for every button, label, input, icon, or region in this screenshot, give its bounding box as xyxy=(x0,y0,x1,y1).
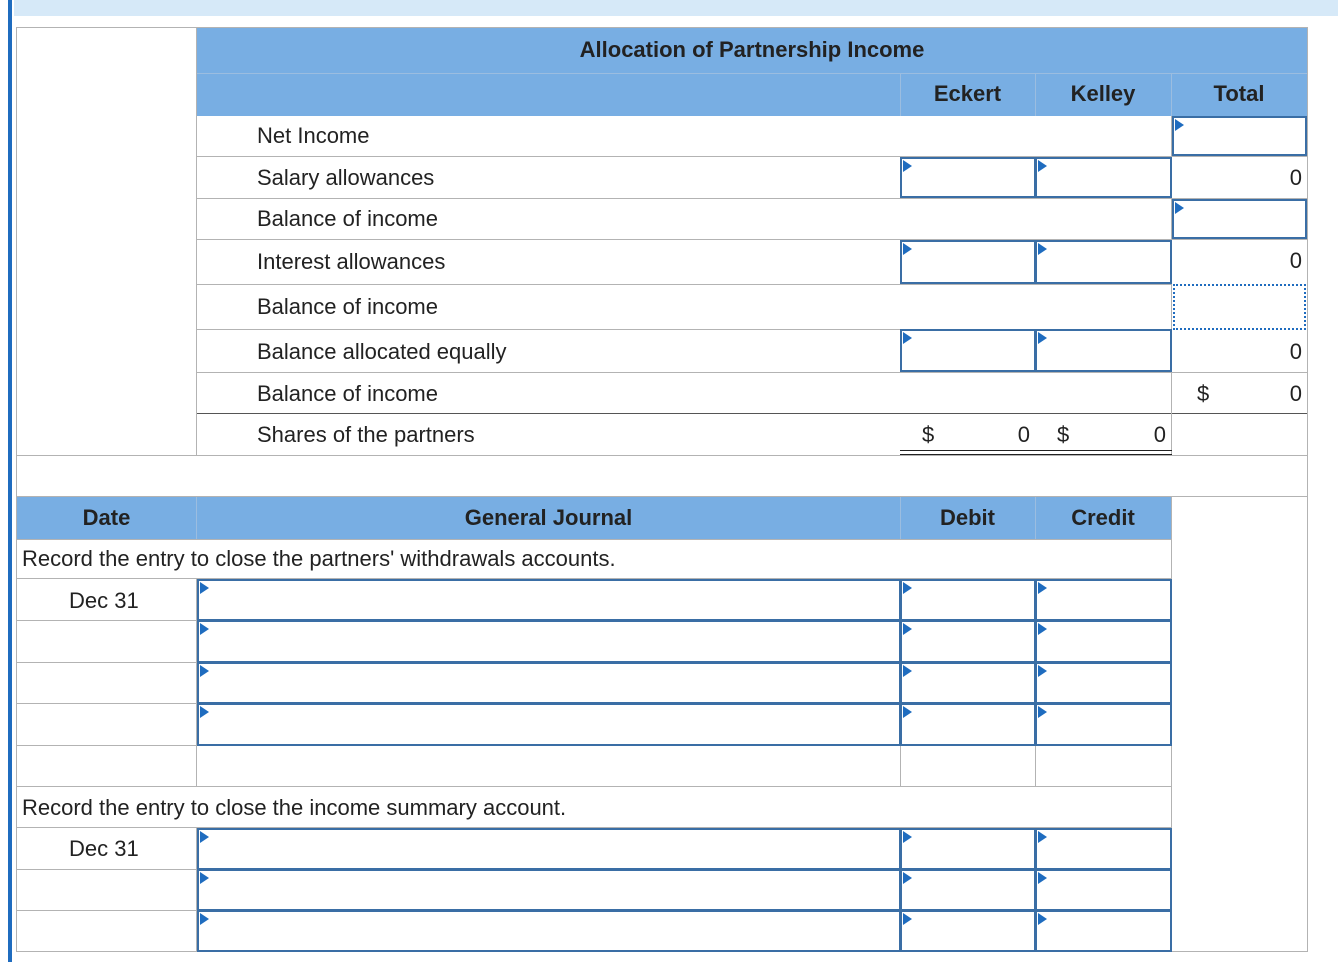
instruction-withdrawals: Record the entry to close the partners' withdrawals accounts. xyxy=(22,546,616,571)
input-marker-icon xyxy=(1175,119,1184,131)
grid-line xyxy=(1307,455,1308,952)
input-marker-icon xyxy=(903,582,912,594)
allocation-title: Allocation of Partnership Income xyxy=(579,37,925,62)
input-marker-icon xyxy=(1038,623,1047,635)
input-marker-icon xyxy=(903,665,912,677)
input-marker-icon xyxy=(903,243,912,255)
column-header-kelley: Kelley xyxy=(1070,81,1136,106)
top-band xyxy=(14,0,1338,16)
grid-line xyxy=(16,455,1308,456)
grid-line xyxy=(1035,745,1036,786)
journal-header-title: General Journal xyxy=(464,505,633,530)
journal-1-account-input-3[interactable] xyxy=(197,662,901,704)
interest-eckert-input[interactable] xyxy=(900,240,1036,284)
journal-1-credit-input-3[interactable] xyxy=(1035,662,1172,704)
grid-line xyxy=(1307,27,1308,456)
journal-header-date: Date xyxy=(82,505,131,530)
interest-total-value: 0 xyxy=(1289,248,1302,273)
grid-line xyxy=(16,662,197,663)
journal-2-debit-input-3[interactable] xyxy=(900,910,1036,952)
input-marker-icon xyxy=(903,160,912,172)
double-underline xyxy=(900,450,1172,455)
shares-kelley-value: 0 xyxy=(1153,422,1166,447)
row-label-net-income: Net Income xyxy=(257,123,370,148)
input-marker-icon xyxy=(1038,332,1047,344)
grid-line xyxy=(197,284,1172,285)
journal-2-account-input-3[interactable] xyxy=(197,910,901,952)
grid-line xyxy=(16,703,197,704)
input-marker-icon xyxy=(903,706,912,718)
journal-2-account-input-1[interactable] xyxy=(197,828,901,870)
journal-1-account-input-4[interactable] xyxy=(197,703,901,746)
grid-line xyxy=(197,73,1307,74)
equal-eckert-input[interactable] xyxy=(900,329,1036,372)
journal-2-account-input-2[interactable] xyxy=(197,869,901,911)
input-marker-icon xyxy=(1038,665,1047,677)
grid-line xyxy=(16,539,1172,540)
journal-2-debit-input-2[interactable] xyxy=(900,869,1036,911)
input-marker-icon xyxy=(903,623,912,635)
input-marker-icon xyxy=(200,582,209,594)
grid-line xyxy=(16,27,17,456)
journal-2-credit-input-3[interactable] xyxy=(1035,910,1172,952)
input-marker-icon xyxy=(903,831,912,843)
salary-eckert-input[interactable] xyxy=(900,157,1036,198)
input-marker-icon xyxy=(1038,160,1047,172)
row-label-interest-allowances: Interest allowances xyxy=(257,249,446,274)
left-accent-bar xyxy=(8,0,12,962)
journal-1-credit-input-2[interactable] xyxy=(1035,620,1172,663)
row-label-balance-allocated-equally: Balance allocated equally xyxy=(257,339,507,364)
journal-1-account-input-2[interactable] xyxy=(197,620,901,663)
journal-2-debit-input-1[interactable] xyxy=(900,828,1036,870)
journal-header-credit: Credit xyxy=(1071,505,1135,530)
input-marker-icon xyxy=(200,831,209,843)
row-label-balance-of-income-1: Balance of income xyxy=(257,206,438,231)
grid-line xyxy=(16,869,197,870)
salary-kelley-input[interactable] xyxy=(1035,157,1172,198)
journal-1-account-input-1[interactable] xyxy=(197,579,901,621)
balance-3-total-currency: $ xyxy=(1197,381,1210,406)
salary-total-value: 0 xyxy=(1289,165,1302,190)
column-header-total: Total xyxy=(1213,81,1265,106)
grid-line xyxy=(16,786,1172,787)
journal-2-credit-input-1[interactable] xyxy=(1035,828,1172,870)
row-label-balance-of-income-3: Balance of income xyxy=(257,381,438,406)
grid-line xyxy=(16,620,197,621)
date-dec31-2: Dec 31 xyxy=(69,836,139,861)
grid-line xyxy=(197,372,1307,373)
input-marker-icon xyxy=(1038,243,1047,255)
journal-2-credit-input-2[interactable] xyxy=(1035,869,1172,911)
grid-line xyxy=(16,910,197,911)
instruction-income-summary: Record the entry to close the income summary account. xyxy=(22,795,567,820)
equal-kelley-input[interactable] xyxy=(1035,329,1172,372)
input-marker-icon xyxy=(903,332,912,344)
input-marker-icon xyxy=(1038,706,1047,718)
interest-kelley-input[interactable] xyxy=(1035,240,1172,284)
input-marker-icon xyxy=(1175,202,1184,214)
input-marker-icon xyxy=(1038,913,1047,925)
grid-line xyxy=(900,745,901,786)
input-marker-icon xyxy=(1038,582,1047,594)
balance-3-total-value: 0 xyxy=(1289,381,1302,406)
input-marker-icon xyxy=(1038,872,1047,884)
journal-header-debit: Debit xyxy=(940,505,995,530)
grid-line xyxy=(197,413,1307,414)
journal-1-debit-input-1[interactable] xyxy=(900,579,1036,621)
row-label-salary-allowances: Salary allowances xyxy=(257,165,435,190)
net-income-total-input[interactable] xyxy=(1172,116,1307,156)
input-marker-icon xyxy=(200,872,209,884)
row-label-shares-of-partners: Shares of the partners xyxy=(257,422,475,447)
input-marker-icon xyxy=(200,623,209,635)
input-marker-icon xyxy=(903,913,912,925)
journal-1-debit-input-4[interactable] xyxy=(900,703,1036,746)
date-dec31-1: Dec 31 xyxy=(69,588,139,613)
balance-income-1-total-input[interactable] xyxy=(1172,199,1307,239)
input-marker-icon xyxy=(200,665,209,677)
journal-1-debit-input-2[interactable] xyxy=(900,620,1036,663)
input-marker-icon xyxy=(1038,831,1047,843)
total-balance-of-income-2 xyxy=(1173,284,1306,330)
journal-1-credit-input-1[interactable] xyxy=(1035,579,1172,621)
journal-1-debit-input-3[interactable] xyxy=(900,662,1036,704)
column-header-eckert: Eckert xyxy=(933,81,1002,106)
shares-eckert-currency: $ xyxy=(922,422,935,447)
equal-total-value: 0 xyxy=(1289,339,1302,364)
journal-1-credit-input-4[interactable] xyxy=(1035,703,1172,746)
row-label-balance-of-income-2: Balance of income xyxy=(257,294,438,319)
shares-kelley-currency: $ xyxy=(1057,422,1070,447)
input-marker-icon xyxy=(200,913,209,925)
input-marker-icon xyxy=(903,872,912,884)
grid-line xyxy=(197,198,1307,199)
shares-eckert-value: 0 xyxy=(1017,422,1030,447)
input-marker-icon xyxy=(200,706,209,718)
